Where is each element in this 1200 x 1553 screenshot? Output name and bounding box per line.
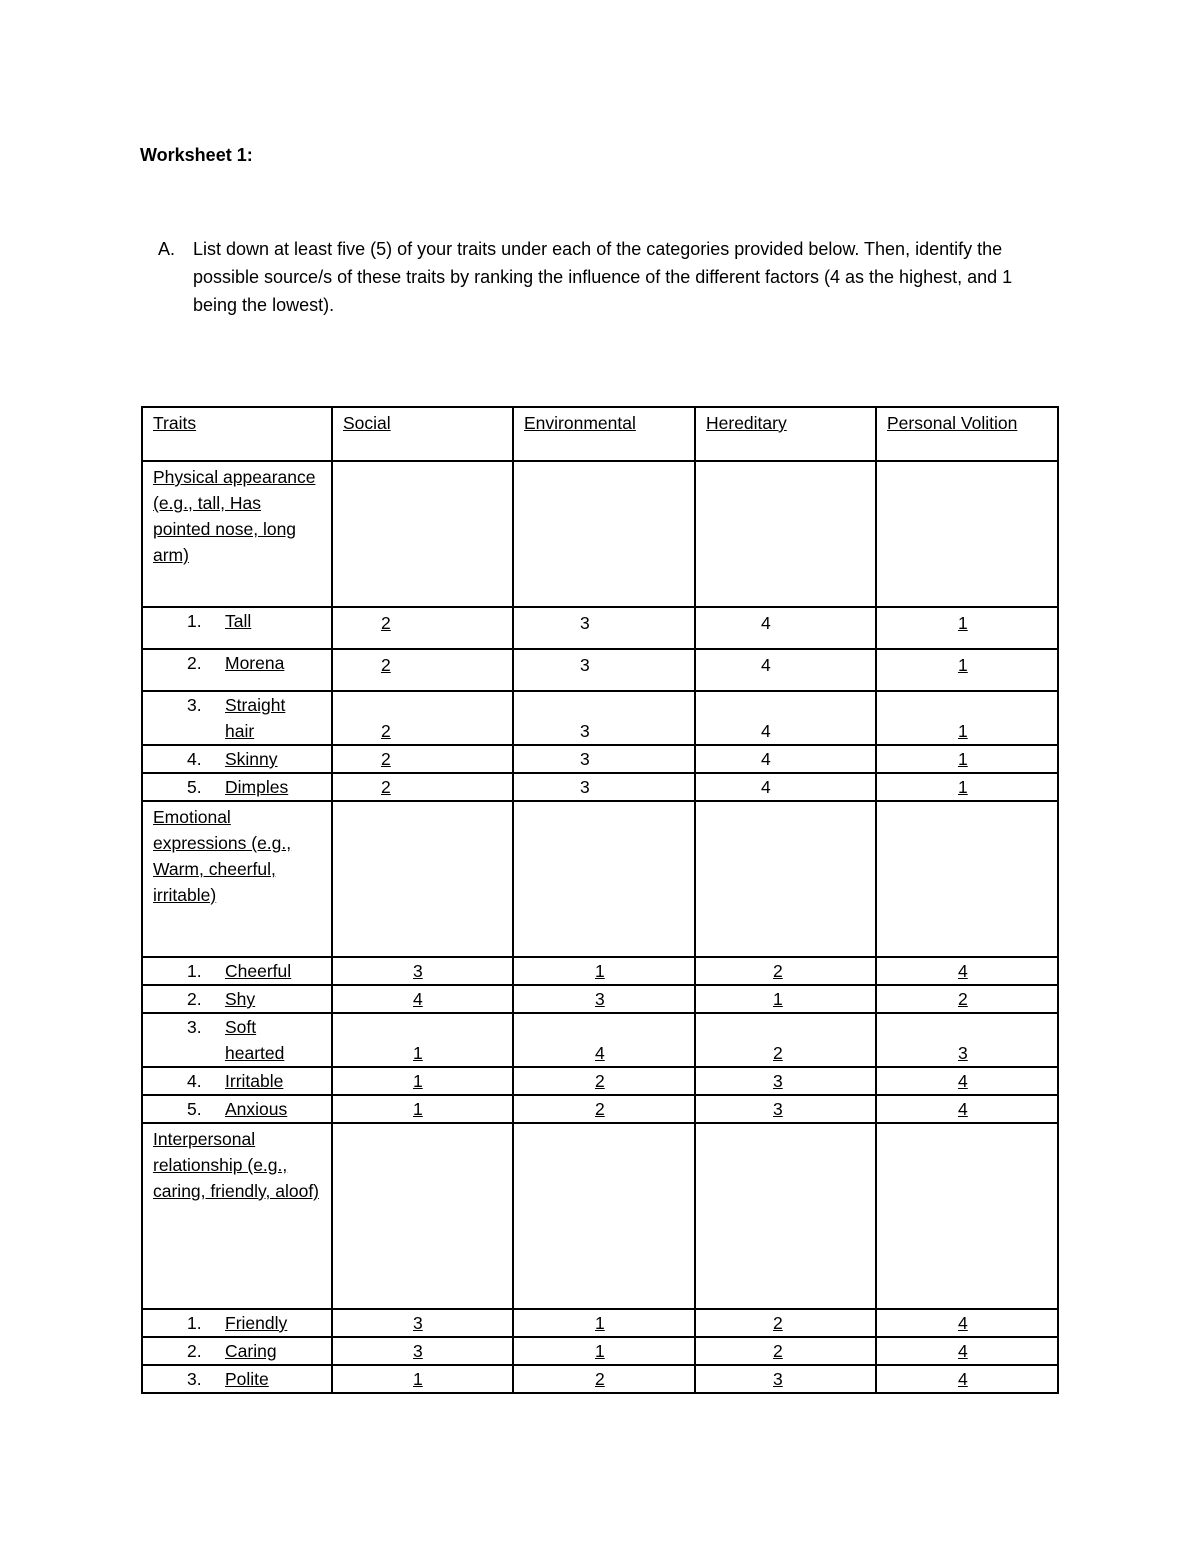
trait-row <box>142 1013 1058 1067</box>
environmental-rank: 1 <box>595 961 605 981</box>
hereditary-cell <box>695 649 876 691</box>
social-cell <box>332 1095 513 1123</box>
hereditary-cell <box>695 985 876 1013</box>
trait-name: Friendly <box>225 1313 288 1333</box>
hereditary-cell <box>695 957 876 985</box>
trait-name: Shy <box>225 989 256 1009</box>
trait-row <box>142 1067 1058 1095</box>
environmental-cell <box>513 691 695 745</box>
volition-rank: 1 <box>958 613 968 633</box>
header-hereditary: Hereditary <box>695 407 876 461</box>
volition-cell <box>876 985 1058 1013</box>
social-rank: 4 <box>413 989 423 1009</box>
social-cell <box>332 985 513 1013</box>
environmental-cell <box>513 773 695 801</box>
empty-cell <box>876 801 1058 957</box>
volition-rank: 1 <box>958 777 968 797</box>
social-cell <box>332 957 513 985</box>
trait-cell <box>142 1067 332 1095</box>
social-rank: 1 <box>413 1369 423 1389</box>
hereditary-rank: 2 <box>773 961 783 981</box>
worksheet-title: Worksheet 1: <box>140 145 253 165</box>
empty-cell <box>695 1123 876 1309</box>
trait-number: 3. <box>187 695 202 715</box>
social-rank: 1 <box>413 1071 423 1091</box>
volition-rank: 4 <box>958 1071 968 1091</box>
trait-number: 5. <box>187 1099 202 1119</box>
volition-rank: 1 <box>958 655 968 675</box>
empty-cell <box>695 801 876 957</box>
volition-cell <box>876 745 1058 773</box>
category-row <box>142 461 1058 607</box>
trait-row <box>142 691 1058 745</box>
social-rank: 2 <box>381 721 391 741</box>
category-label: Physical appearance (e.g., tall, Has pointed nose, long arm) <box>153 467 316 565</box>
trait-number: 3. <box>187 1017 202 1037</box>
hereditary-rank: 3 <box>773 1099 783 1119</box>
trait-cell <box>142 1309 332 1337</box>
hereditary-rank: 3 <box>773 1369 783 1389</box>
trait-number: 2. <box>187 653 202 673</box>
trait-name: Skinny <box>225 749 278 769</box>
trait-name: Anxious <box>225 1099 288 1119</box>
environmental-cell <box>513 1365 695 1393</box>
empty-cell <box>332 1123 513 1309</box>
volition-cell <box>876 1013 1058 1067</box>
trait-cell <box>142 773 332 801</box>
environmental-cell <box>513 957 695 985</box>
volition-cell <box>876 773 1058 801</box>
trait-name: Dimples <box>225 777 289 797</box>
hereditary-cell <box>695 1365 876 1393</box>
category-label-cell <box>142 801 332 957</box>
volition-cell <box>876 1337 1058 1365</box>
header-environmental: Environmental <box>513 407 695 461</box>
volition-cell <box>876 1067 1058 1095</box>
environmental-cell <box>513 1095 695 1123</box>
environmental-rank: 3 <box>580 613 590 633</box>
volition-cell <box>876 691 1058 745</box>
volition-cell <box>876 1095 1058 1123</box>
environmental-cell <box>513 607 695 649</box>
volition-cell <box>876 607 1058 649</box>
trait-name: Soft hearted <box>225 1017 285 1063</box>
trait-name: Caring <box>225 1341 277 1361</box>
trait-number: 1. <box>187 611 202 631</box>
environmental-rank: 1 <box>595 1313 605 1333</box>
header-social: Social <box>332 407 513 461</box>
social-cell <box>332 691 513 745</box>
empty-cell <box>876 461 1058 607</box>
environmental-cell <box>513 1067 695 1095</box>
environmental-cell <box>513 985 695 1013</box>
trait-cell <box>142 691 332 745</box>
trait-number: 2. <box>187 1341 202 1361</box>
empty-cell <box>513 461 695 607</box>
hereditary-rank: 4 <box>761 613 771 633</box>
environmental-rank: 2 <box>595 1099 605 1119</box>
hereditary-rank: 1 <box>773 989 783 1009</box>
hereditary-rank: 2 <box>773 1313 783 1333</box>
social-rank: 3 <box>413 1341 423 1361</box>
volition-rank: 4 <box>958 961 968 981</box>
trait-number: 1. <box>187 1313 202 1333</box>
trait-row <box>142 773 1058 801</box>
social-rank: 2 <box>381 777 391 797</box>
trait-cell <box>142 957 332 985</box>
header-traits: Traits <box>142 407 332 461</box>
category-row <box>142 1123 1058 1309</box>
hereditary-cell <box>695 1337 876 1365</box>
environmental-cell <box>513 1013 695 1067</box>
volition-rank: 1 <box>958 749 968 769</box>
trait-name: Cheerful <box>225 961 292 981</box>
hereditary-cell <box>695 1309 876 1337</box>
empty-cell <box>513 801 695 957</box>
trait-cell <box>142 985 332 1013</box>
trait-number: 4. <box>187 1071 202 1091</box>
volition-rank: 4 <box>958 1099 968 1119</box>
hereditary-cell <box>695 773 876 801</box>
environmental-rank: 2 <box>595 1071 605 1091</box>
volition-cell <box>876 1365 1058 1393</box>
trait-row <box>142 1337 1058 1365</box>
trait-number: 4. <box>187 749 202 769</box>
volition-rank: 3 <box>958 1043 968 1063</box>
volition-rank: 4 <box>958 1369 968 1389</box>
social-cell <box>332 649 513 691</box>
instruction-block <box>158 235 1058 319</box>
social-rank: 2 <box>381 613 391 633</box>
social-cell <box>332 607 513 649</box>
social-cell <box>332 1067 513 1095</box>
environmental-rank: 2 <box>595 1369 605 1389</box>
social-cell <box>332 773 513 801</box>
trait-name: Irritable <box>225 1071 284 1091</box>
environmental-rank: 4 <box>595 1043 605 1063</box>
category-label-cell <box>142 461 332 607</box>
category-row <box>142 801 1058 957</box>
volition-cell <box>876 649 1058 691</box>
social-rank: 3 <box>413 961 423 981</box>
trait-cell <box>142 1013 332 1067</box>
environmental-cell <box>513 1337 695 1365</box>
social-cell <box>332 745 513 773</box>
hereditary-rank: 2 <box>773 1043 783 1063</box>
environmental-rank: 3 <box>580 749 590 769</box>
trait-row <box>142 745 1058 773</box>
volition-rank: 1 <box>958 721 968 741</box>
trait-row <box>142 1095 1058 1123</box>
empty-cell <box>876 1123 1058 1309</box>
trait-cell <box>142 607 332 649</box>
instruction-letter: A. <box>158 239 176 259</box>
social-rank: 3 <box>413 1313 423 1333</box>
trait-cell <box>142 1095 332 1123</box>
volition-cell <box>876 1309 1058 1337</box>
trait-number: 3. <box>187 1369 202 1389</box>
trait-name: Morena <box>225 653 285 673</box>
empty-cell <box>695 461 876 607</box>
trait-row <box>142 1309 1058 1337</box>
social-rank: 2 <box>381 749 391 769</box>
volition-rank: 4 <box>958 1341 968 1361</box>
trait-cell <box>142 745 332 773</box>
social-cell <box>332 1365 513 1393</box>
volition-cell <box>876 957 1058 985</box>
environmental-rank: 3 <box>595 989 605 1009</box>
hereditary-rank: 4 <box>761 721 771 741</box>
hereditary-cell <box>695 745 876 773</box>
environmental-rank: 1 <box>595 1341 605 1361</box>
environmental-rank: 3 <box>580 777 590 797</box>
hereditary-rank: 4 <box>761 777 771 797</box>
trait-cell <box>142 649 332 691</box>
volition-rank: 4 <box>958 1313 968 1333</box>
instruction-text: List down at least five (5) of your traits under each of the categories provided below. Then, identify the possible source/s of these traits by ranking the influence of the different factors (4 as the highest, and 1 being the lowest). <box>193 239 1013 315</box>
social-rank: 1 <box>413 1099 423 1119</box>
trait-row <box>142 957 1058 985</box>
category-label: Interpersonal relationship (e.g., caring, friendly, aloof) <box>153 1129 320 1201</box>
social-cell <box>332 1013 513 1067</box>
hereditary-cell <box>695 1095 876 1123</box>
trait-number: 1. <box>187 961 202 981</box>
trait-number: 5. <box>187 777 202 797</box>
environmental-rank: 3 <box>580 721 590 741</box>
hereditary-cell <box>695 1067 876 1095</box>
environmental-cell <box>513 1309 695 1337</box>
empty-cell <box>513 1123 695 1309</box>
trait-row <box>142 1365 1058 1393</box>
header-row <box>142 407 1058 461</box>
trait-name: Straight hair <box>225 695 286 741</box>
category-label: Emotional expressions (e.g., Warm, cheerful, irritable) <box>153 807 292 905</box>
trait-name: Polite <box>225 1369 269 1389</box>
environmental-rank: 3 <box>580 655 590 675</box>
hereditary-cell <box>695 1013 876 1067</box>
trait-row <box>142 985 1058 1013</box>
category-label-cell <box>142 1123 332 1309</box>
hereditary-rank: 4 <box>761 749 771 769</box>
hereditary-cell <box>695 607 876 649</box>
social-rank: 2 <box>381 655 391 675</box>
empty-cell <box>332 801 513 957</box>
volition-rank: 2 <box>958 989 968 1009</box>
trait-name: Tall <box>225 611 252 631</box>
trait-number: 2. <box>187 989 202 1009</box>
hereditary-rank: 3 <box>773 1071 783 1091</box>
hereditary-rank: 4 <box>761 655 771 675</box>
trait-row <box>142 649 1058 691</box>
environmental-cell <box>513 649 695 691</box>
social-cell <box>332 1309 513 1337</box>
social-rank: 1 <box>413 1043 423 1063</box>
trait-cell <box>142 1337 332 1365</box>
hereditary-cell <box>695 691 876 745</box>
hereditary-rank: 2 <box>773 1341 783 1361</box>
header-personal-volition: Personal Volition <box>876 407 1058 461</box>
trait-row <box>142 607 1058 649</box>
environmental-cell <box>513 745 695 773</box>
social-cell <box>332 1337 513 1365</box>
trait-cell <box>142 1365 332 1393</box>
empty-cell <box>332 461 513 607</box>
traits-table <box>141 406 1059 1394</box>
